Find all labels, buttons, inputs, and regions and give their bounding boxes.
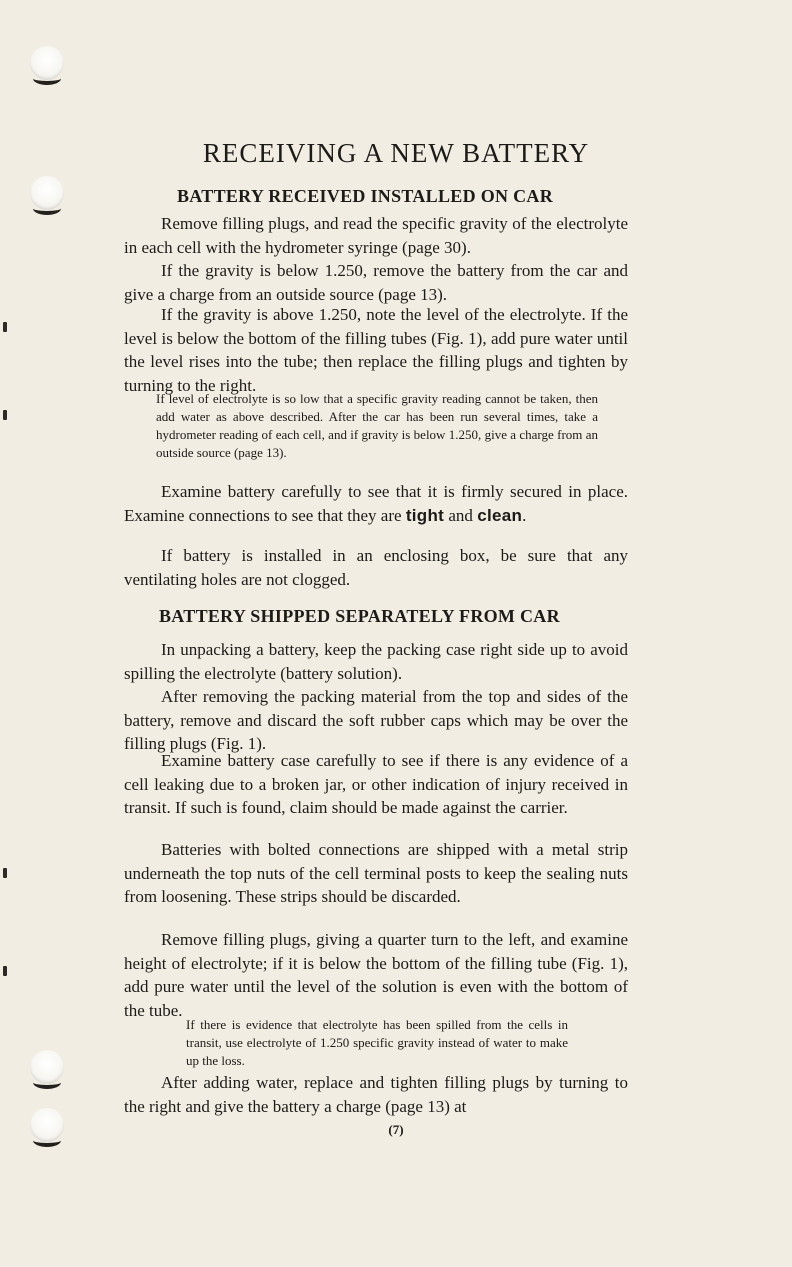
bold-word: tight <box>405 505 445 525</box>
edge-mark-1 <box>3 322 7 332</box>
paragraph: Examine battery case carefully to see if there is any evidence of a cell leaking due to a broken jar, or other indication of injury received in transit. If such is found, claim should be made against the carrier. <box>124 751 628 817</box>
page-number: (7) <box>388 1122 404 1137</box>
paragraph: If the gravity is below 1.250, remove the battery from the car and give a charge from an outside source (page 13). <box>124 261 628 304</box>
paragraph: After adding water, replace and tighten filling plugs by turning to the right and give the battery a charge (page 13) at <box>124 1073 628 1116</box>
binder-hole-3 <box>30 1050 64 1084</box>
paragraph: After removing the packing material from the top and sides of the battery, remove and discard the soft rubber caps which may be over the filling plugs (Fig. 1). <box>124 687 628 753</box>
paragraph: In unpacking a battery, keep the packing case right side up to avoid spilling the electrolyte (battery solution). <box>124 640 628 683</box>
paragraph: Remove filling plugs, giving a quarter turn to the left, and examine height of electrolyte; if it is below the bottom of the filling tube (Fig. 1), add pure water until the level of the solution is even with the bottom of the tube. <box>124 930 628 1020</box>
paragraph: If the gravity is above 1.250, note the level of the electrolyte. If the level is below the bottom of the filling tubes (Fig. 1), add pure water until the level rises into the tube; then replace the filling plugs and tighten by turning to the right. <box>124 305 628 395</box>
paragraph: If battery is installed in an enclosing box, be sure that any ventilating holes are not clogged. <box>124 546 628 589</box>
binder-hole-2 <box>30 176 64 210</box>
section-heading-shipped: BATTERY SHIPPED SEPARATELY FROM CAR <box>159 606 560 626</box>
text-run: . <box>522 505 527 525</box>
text-run: Examine battery carefully to see that it is firmly secured in place. Examine connections to see that they are <box>124 482 628 525</box>
edge-mark-2 <box>3 410 7 420</box>
note-text: If there is evidence that electrolyte has been spilled from the cells in transit, use electrolyte of 1.250 specific gravity instead of water to make up the loss. <box>186 1017 568 1068</box>
edge-mark-4 <box>3 966 7 976</box>
paragraph <box>124 480 628 527</box>
text-run: and <box>444 505 478 525</box>
bold-word: clean <box>477 505 523 525</box>
binder-hole-1 <box>30 46 64 80</box>
paragraph: Batteries with bolted connections are shipped with a metal strip underneath the top nuts of the cell terminal posts to keep the sealing nuts from loosening. These strips should be discarded. <box>124 840 628 906</box>
note-text: If level of electrolyte is so low that a specific gravity reading cannot be taken, then add water as above described. After the car has been run several times, take a hydrometer reading of each cell, and if gravity is below 1.250, give a charge from an outside source (page 13). <box>156 391 598 460</box>
page-title: RECEIVING A NEW BATTERY <box>202 138 590 168</box>
paragraph: Remove filling plugs, and read the specific gravity of the electrolyte in each cell with the hydrometer syringe (page 30). <box>124 214 628 257</box>
section-heading-installed: BATTERY RECEIVED INSTALLED ON CAR <box>177 186 553 206</box>
edge-mark-3 <box>3 868 7 878</box>
